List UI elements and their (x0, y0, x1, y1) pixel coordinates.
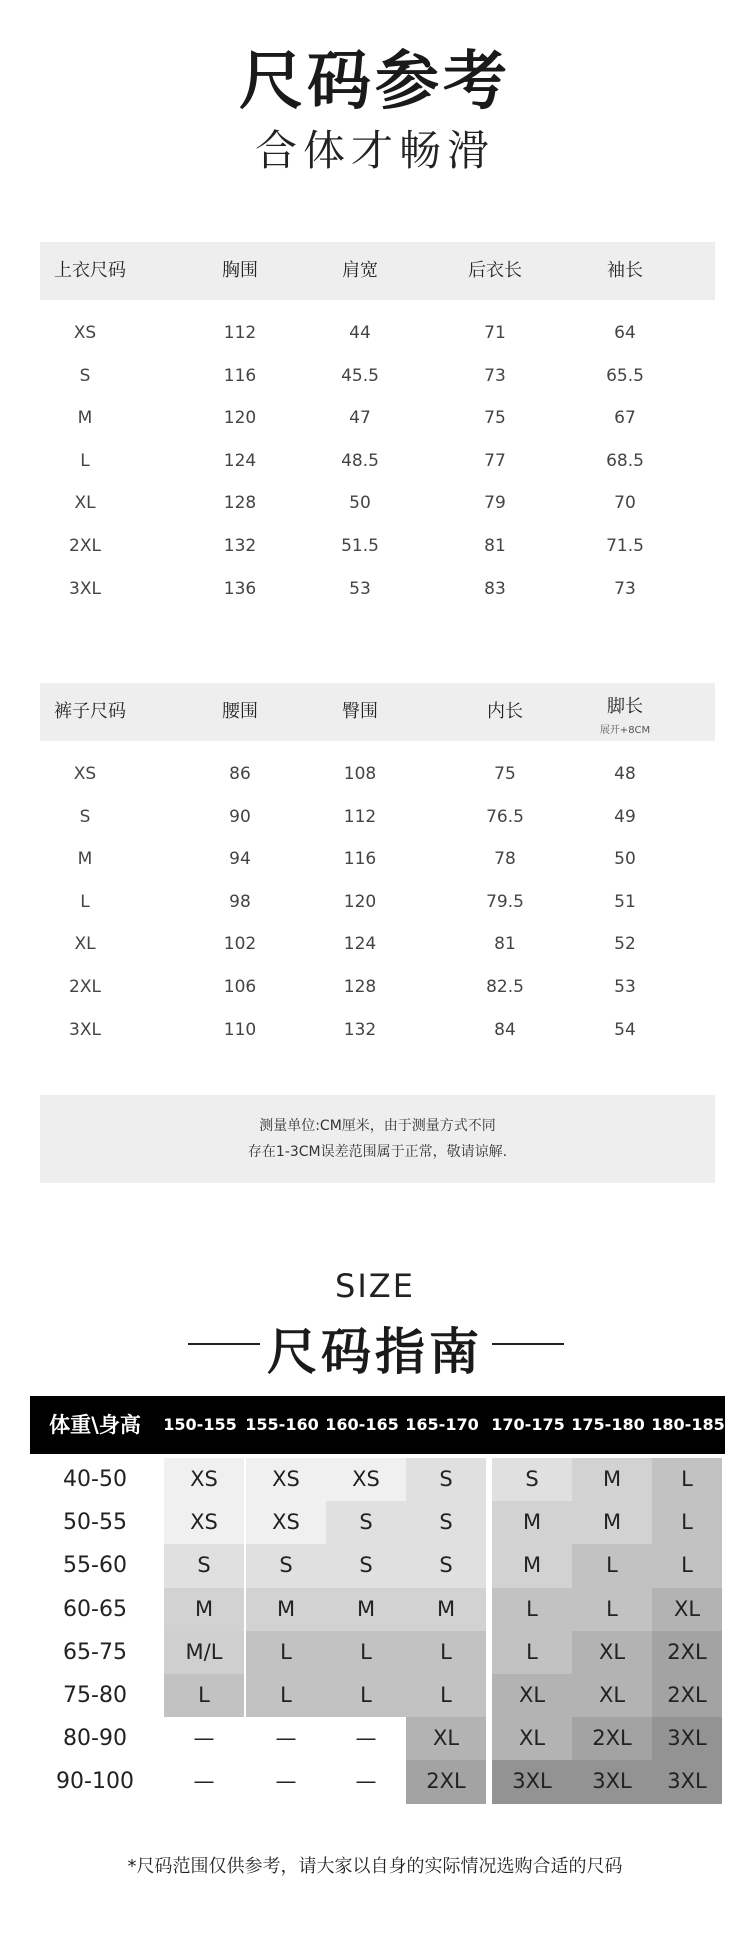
size-guide-cell: 3XL (652, 1760, 722, 1803)
top-row (40, 482, 715, 525)
size-guide-cell: S (326, 1501, 406, 1544)
size-guide-cell: XS (164, 1501, 244, 1544)
top-cell: 50 (349, 493, 371, 514)
size-guide-cell: L (326, 1631, 406, 1674)
size-guide-cell: S (406, 1501, 486, 1544)
size-guide-cell: S (164, 1544, 244, 1587)
top-cell: S (79, 365, 91, 386)
measurement-note (40, 1095, 715, 1183)
size-guide-cell: M (492, 1501, 572, 1544)
top-cell: 67 (614, 408, 636, 429)
size-guide-cell: 2XL (652, 1674, 722, 1717)
pants-cell: 2XL (69, 976, 101, 997)
top-cell: 83 (484, 578, 506, 599)
size-guide-cell: 2XL (406, 1760, 486, 1803)
size-guide-cell: — (164, 1717, 244, 1760)
top-cell: 44 (349, 323, 371, 343)
size-guide-cell: XS (164, 1458, 244, 1501)
top-row (40, 525, 715, 568)
size-guide-header (30, 1396, 725, 1454)
top-cell: 73 (614, 578, 636, 599)
weight-label: 50-55 (63, 1510, 127, 1536)
top-cell: 81 (484, 535, 506, 556)
size-guide-cell: XL (572, 1631, 652, 1674)
top-row (40, 355, 715, 398)
pants-cell: 49 (614, 806, 636, 827)
size-guide-cell: L (164, 1674, 244, 1717)
pants-cell: 81 (494, 934, 516, 955)
pants-cell: 94 (229, 849, 251, 870)
note-line-2: 存在1-3CM误差范围属于正常，敬请谅解. (247, 1144, 508, 1160)
pants-cell: 120 (343, 891, 377, 912)
pants-cell: 75 (494, 764, 516, 784)
pants-cell: 84 (494, 1019, 516, 1040)
top-cell: 70 (614, 493, 636, 514)
pants-row (40, 796, 715, 839)
weight-label: 80-90 (63, 1726, 127, 1752)
height-header: 150-155 (163, 1415, 237, 1434)
height-header: 155-160 (245, 1415, 319, 1434)
pants-cell: M (77, 849, 93, 870)
pants-row (40, 923, 715, 966)
note-line-1: 测量单位:CM厘米，由于测量方式不同 (259, 1118, 496, 1134)
top-cell: 136 (223, 578, 257, 599)
top-cell: 53 (349, 578, 371, 599)
top-row (40, 440, 715, 483)
pants-cell: XS (73, 764, 97, 784)
pants-cell: 90 (229, 806, 251, 827)
weight-label: 40-50 (63, 1467, 127, 1492)
weight-label: 65-75 (63, 1639, 127, 1665)
size-guide-cell: XL (492, 1674, 572, 1717)
pants-cell: 128 (343, 976, 377, 997)
pants-cell: 86 (229, 764, 251, 784)
size-guide-cell: L (572, 1588, 652, 1631)
size-guide-cell: S (406, 1458, 486, 1501)
size-guide-cell: L (406, 1631, 486, 1674)
pants-row (40, 838, 715, 881)
page-subtitle: 合体才畅滑 (254, 126, 495, 175)
size-guide-cell: 2XL (572, 1717, 652, 1760)
top-cell: 65.5 (606, 365, 644, 386)
size-guide-cell: M (164, 1588, 244, 1631)
size-guide-cell: — (246, 1717, 326, 1760)
page-title: 尺码参考 (239, 45, 511, 119)
pants-table-header (40, 683, 715, 741)
weight-label: 90-100 (56, 1769, 134, 1795)
header-shoulder: 肩宽 (342, 260, 378, 281)
top-cell: XL (74, 493, 96, 514)
footnote: *尺码范围仅供参考，请大家以自身的实际情况选购合适的尺码 (127, 1856, 623, 1877)
pants-cell: 76.5 (486, 806, 524, 827)
pants-cell: 108 (343, 764, 377, 784)
top-cell: 64 (614, 323, 636, 343)
top-cell: 71.5 (606, 535, 644, 556)
header-back-length: 后衣长 (468, 260, 522, 281)
size-guide-cell: M (572, 1501, 652, 1544)
pants-cell: 78 (494, 849, 516, 870)
size-guide-cell: S (246, 1544, 326, 1587)
size-guide-cell: L (326, 1674, 406, 1717)
size-guide-cell: 3XL (492, 1760, 572, 1803)
pants-cell: L (80, 891, 90, 912)
pants-cell: 51 (614, 891, 636, 912)
top-cell: 124 (223, 450, 257, 471)
pants-cell: 124 (343, 934, 377, 955)
height-header: 165-170 (405, 1415, 479, 1434)
size-guide-cell: XL (406, 1717, 486, 1760)
header-waist: 腰围 (222, 701, 258, 722)
top-cell: 116 (223, 365, 257, 386)
weight-label: 75-80 (63, 1683, 127, 1708)
header-inseam: 内长 (487, 701, 523, 722)
top-cell: 75 (484, 408, 506, 429)
header-chest: 胸围 (222, 260, 258, 281)
pants-size-table (40, 683, 715, 1039)
top-cell: 47 (349, 408, 371, 429)
pants-row (40, 966, 715, 1009)
size-guide-cell: XS (246, 1501, 326, 1544)
size-guide-cell: L (492, 1631, 572, 1674)
top-cell: 3XL (69, 578, 101, 599)
pants-row (40, 881, 715, 924)
pants-cell: 106 (223, 976, 257, 997)
header-top-size: 上衣尺码 (54, 260, 126, 281)
top-row (40, 312, 715, 355)
size-heading-en: SIZE (335, 1267, 415, 1305)
top-cell: 79 (484, 493, 506, 514)
size-guide-title: 尺码指南 (267, 1323, 483, 1381)
height-header: 170-175 (491, 1415, 565, 1434)
size-guide-cell: XL (572, 1674, 652, 1717)
pants-cell: 82.5 (486, 976, 524, 997)
header-hem-note: 展开+8CM (599, 725, 651, 736)
top-cell: 132 (223, 535, 257, 556)
size-guide-cell: S (492, 1458, 572, 1501)
weight-label: 60-65 (63, 1596, 127, 1622)
size-guide-cell: L (652, 1458, 722, 1501)
size-guide-cell: XS (326, 1458, 406, 1501)
size-guide-cell: 2XL (652, 1631, 722, 1674)
size-guide-cell: L (572, 1544, 652, 1587)
pants-row (40, 753, 715, 796)
header-hem: 脚长 (607, 696, 643, 717)
size-guide-cell: M/L (164, 1631, 244, 1674)
top-cell: L (80, 450, 90, 471)
pants-cell: XL (74, 934, 96, 955)
top-row (40, 397, 715, 440)
height-header: 180-185 (651, 1415, 725, 1434)
size-guide-cell: L (492, 1588, 572, 1631)
pants-cell: 79.5 (486, 891, 524, 912)
pants-cell: S (79, 806, 91, 827)
size-guide-cell: — (326, 1760, 406, 1803)
top-cell: 128 (223, 493, 257, 514)
size-guide-cell: M (246, 1588, 326, 1631)
size-guide-cell: L (406, 1674, 486, 1717)
header-pants-size: 裤子尺码 (54, 701, 126, 722)
guide-corner-label: 体重\身高 (49, 1413, 141, 1437)
header-hip: 臀围 (342, 701, 378, 722)
top-cell: 71 (484, 323, 506, 343)
top-table-header (40, 242, 715, 300)
pants-cell: 53 (614, 976, 636, 997)
pants-cell: 50 (614, 849, 636, 870)
size-guide-cell: L (246, 1631, 326, 1674)
divider-right (492, 1343, 564, 1345)
pants-cell: 102 (223, 934, 257, 955)
top-cell: M (77, 408, 93, 429)
pants-cell: 110 (223, 1019, 257, 1040)
size-guide-cell: XL (652, 1588, 722, 1631)
size-guide-cell: M (492, 1544, 572, 1587)
top-row (40, 568, 715, 611)
pants-row (40, 1009, 715, 1052)
top-cell: 45.5 (341, 365, 379, 386)
height-header: 175-180 (571, 1415, 645, 1434)
size-guide-cell: — (326, 1717, 406, 1760)
size-guide-cell: L (246, 1674, 326, 1717)
pants-cell: 52 (614, 934, 636, 955)
size-guide-cell: M (326, 1588, 406, 1631)
pants-cell: 132 (343, 1019, 377, 1040)
pants-cell: 116 (343, 849, 377, 870)
top-cell: 2XL (69, 535, 101, 556)
top-cell: 68.5 (606, 450, 644, 471)
size-guide-cell: M (572, 1458, 652, 1501)
header-sleeve: 袖长 (607, 260, 643, 281)
height-header: 160-165 (325, 1415, 399, 1434)
size-guide-cell: 3XL (572, 1760, 652, 1803)
top-size-table (40, 242, 715, 598)
top-cell: 120 (223, 408, 257, 429)
size-guide-cell: L (652, 1544, 722, 1587)
size-guide-cell: — (164, 1760, 244, 1803)
top-cell: 48.5 (341, 450, 379, 471)
top-cell: 73 (484, 365, 506, 386)
pants-cell: 54 (614, 1019, 636, 1040)
top-cell: XS (73, 323, 97, 343)
weight-label: 55-60 (63, 1553, 127, 1579)
pants-cell: 3XL (69, 1019, 101, 1040)
size-guide-cell: S (406, 1544, 486, 1587)
size-guide-cell: 3XL (652, 1717, 722, 1760)
size-guide-cell: XS (246, 1458, 326, 1501)
pants-cell: 98 (229, 891, 251, 912)
top-cell: 112 (223, 323, 257, 343)
pants-cell: 112 (343, 806, 377, 827)
size-guide-cell: XL (492, 1717, 572, 1760)
size-guide-cell: M (406, 1588, 486, 1631)
top-cell: 77 (484, 450, 506, 471)
size-guide-cell: S (326, 1544, 406, 1587)
size-guide-cell: L (652, 1501, 722, 1544)
pants-cell: 48 (614, 764, 636, 784)
top-cell: 51.5 (341, 535, 379, 556)
size-guide-cell: — (246, 1760, 326, 1803)
